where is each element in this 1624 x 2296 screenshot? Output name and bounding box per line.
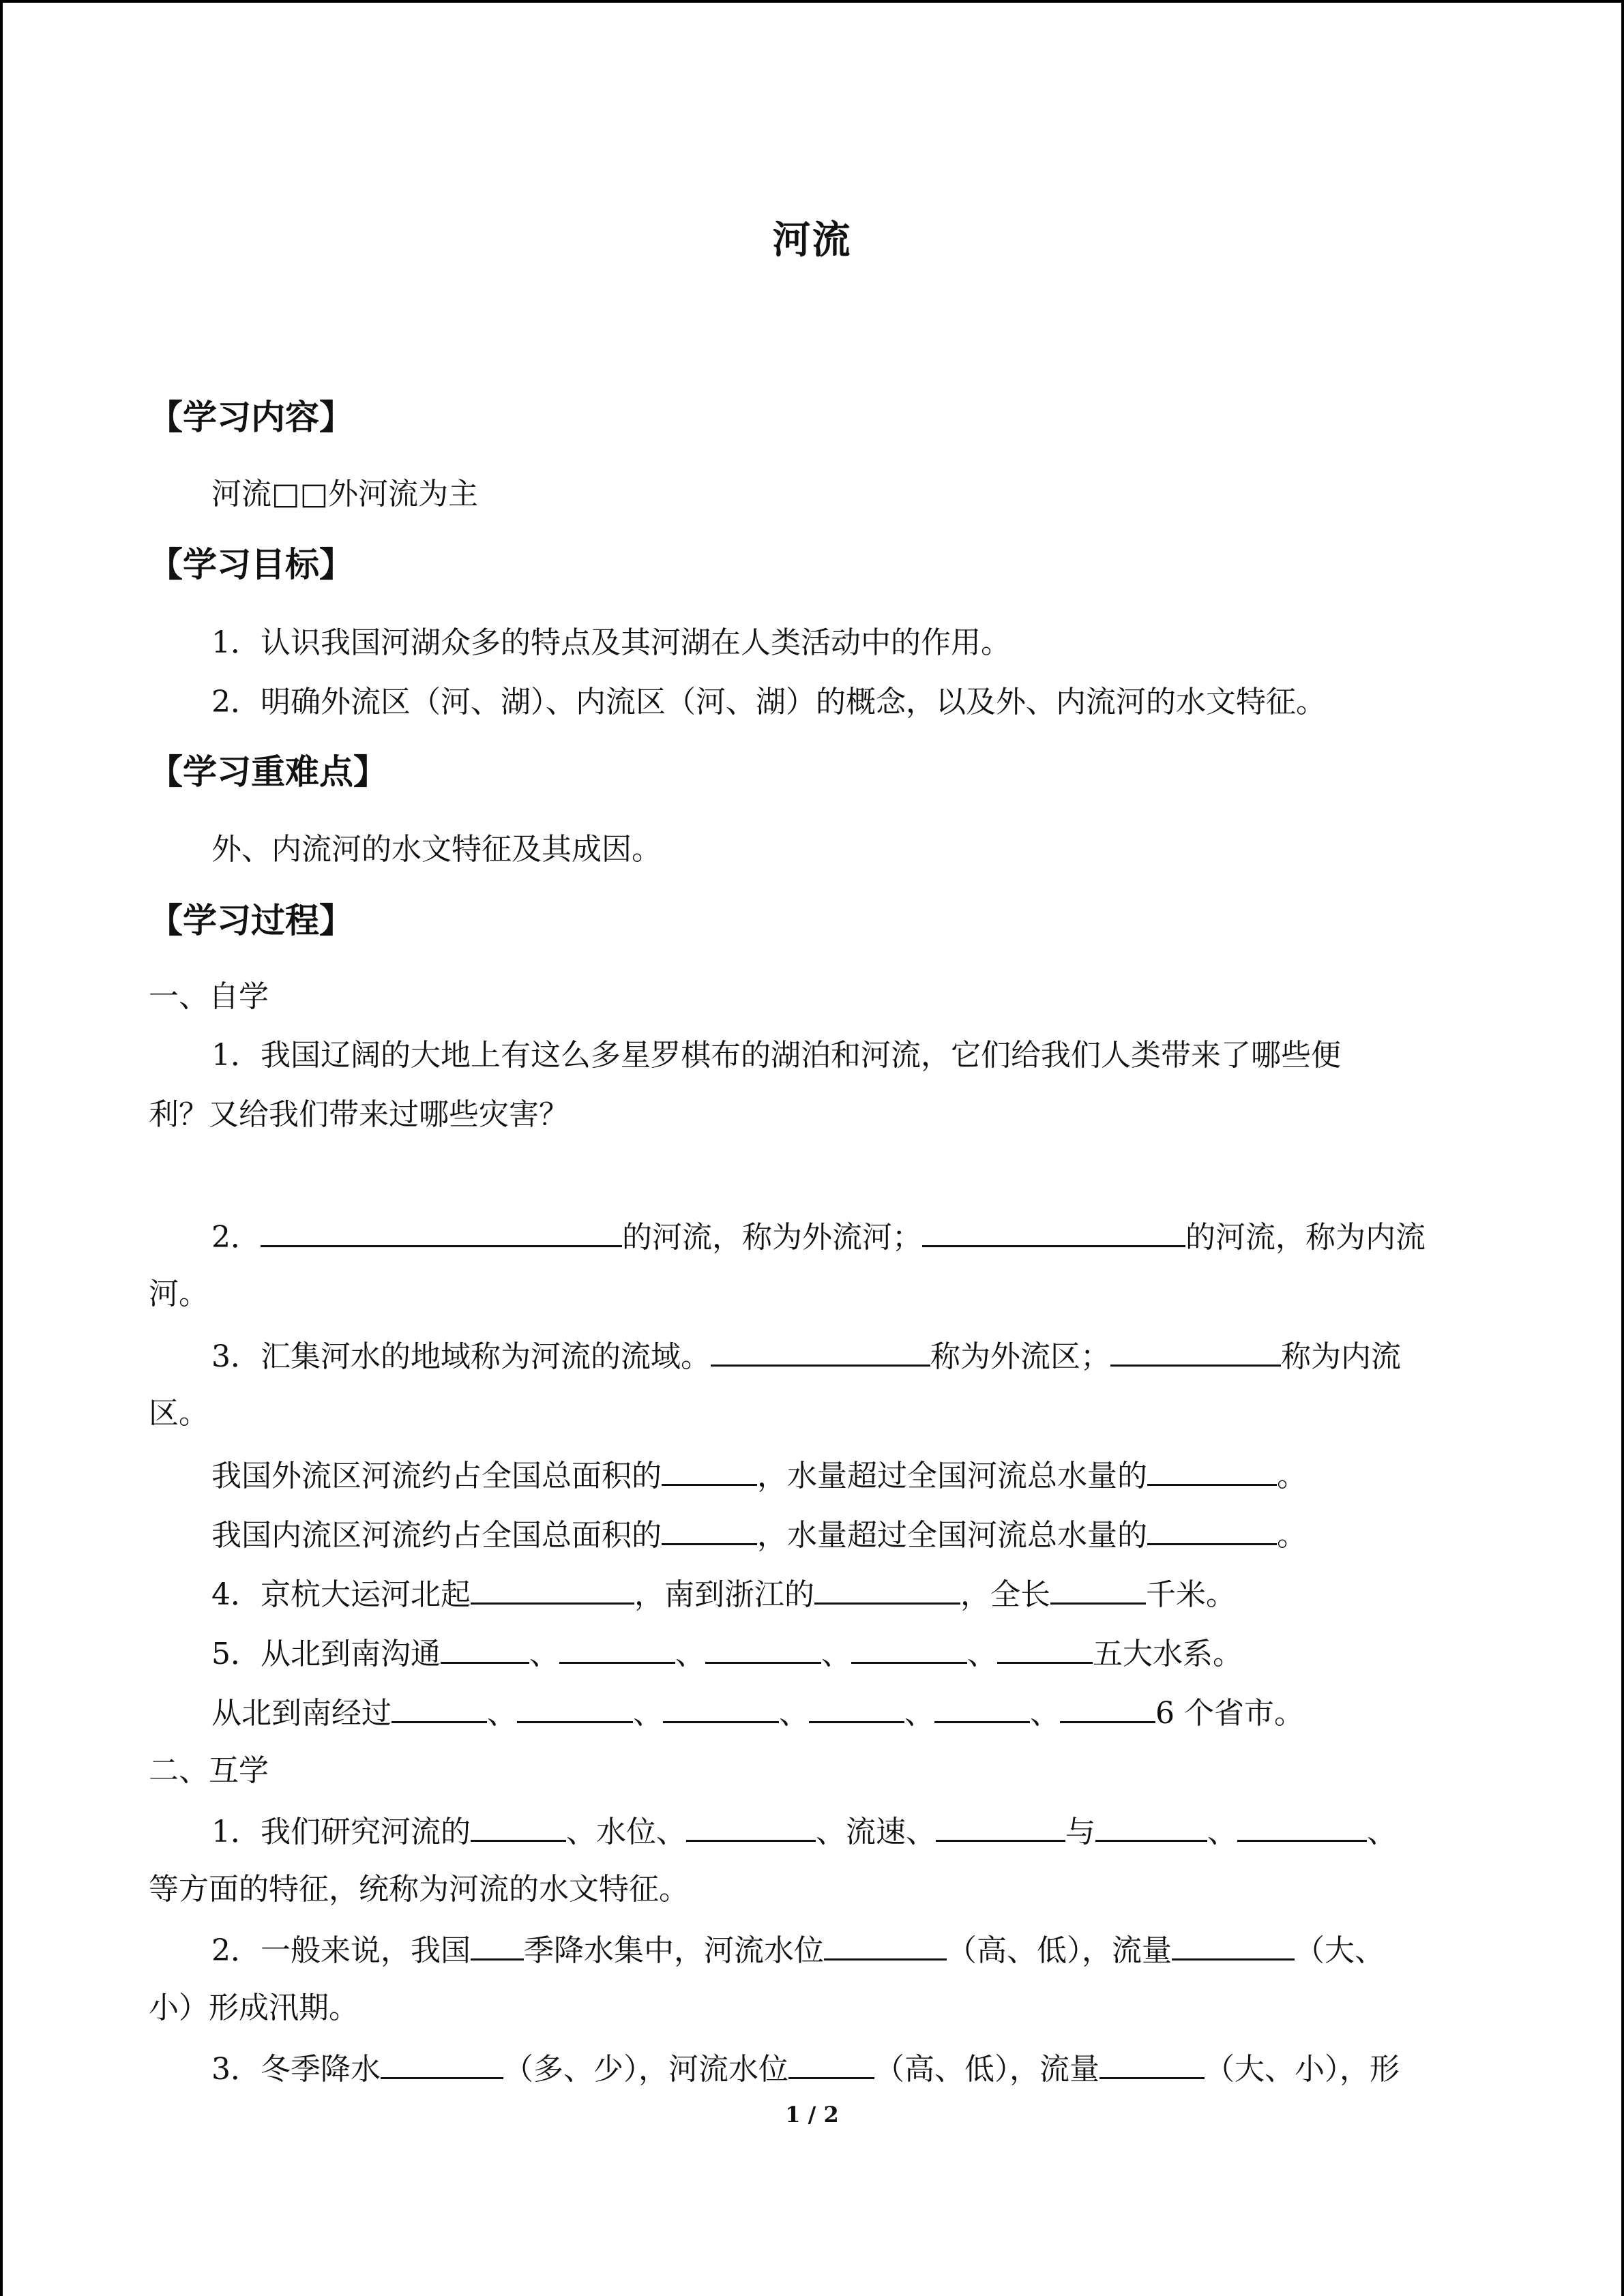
fill-blank[interactable]: [936, 1810, 1065, 1842]
page-number: 1 / 2: [785, 2102, 839, 2128]
fill-blank[interactable]: [851, 1632, 967, 1664]
self-inner-stats: 我国内流区河流约占全国总面积的 ，水量超过全国河流总水量的 。: [211, 1513, 1307, 1556]
goal-item-1: 1．认识我国河湖众多的特点及其河湖在人类活动中的作用。: [211, 625, 1011, 660]
fill-blank[interactable]: [809, 1691, 904, 1723]
heading-keypoints: 【学习重难点】: [149, 752, 387, 792]
fill-blank[interactable]: [559, 1632, 675, 1664]
fill-blank[interactable]: [1172, 1928, 1295, 1960]
mutual-q2-line1: 2．一般来说，我国 季降水集中，河流水位 （高、低），流量 （大、: [211, 1928, 1385, 1971]
self-q4: 4．京杭大运河北起 ，南到浙江的 ，全长 千米。: [211, 1572, 1236, 1615]
mutual-q2-line2: 小）形成汛期。: [149, 1991, 359, 2025]
fill-blank[interactable]: [686, 1810, 816, 1842]
fill-blank[interactable]: [824, 1928, 947, 1960]
content-text: 河流□□外河流为主: [211, 477, 479, 511]
fill-blank[interactable]: [662, 1513, 757, 1545]
self-q3-line2: 区。: [149, 1396, 209, 1431]
fill-blank[interactable]: [471, 1572, 634, 1605]
fill-blank[interactable]: [705, 1632, 821, 1664]
page-title: 河流: [772, 218, 852, 263]
fill-blank[interactable]: [814, 1572, 960, 1605]
goal-item-2: 2．明确外流区（河、湖）、内流区（河、湖）的概念，以及外、内流河的水文特征。: [211, 685, 1326, 719]
fill-blank[interactable]: [261, 1215, 622, 1247]
self-q2-line2: 河。: [149, 1277, 209, 1311]
mutual-q1-line2: 等方面的特征，统称为河流的水文特征。: [149, 1872, 689, 1907]
self-q3-line1: 3．汇集河水的地域称为河流的流域。 称为外流区； 称为内流: [211, 1335, 1401, 1377]
fill-blank[interactable]: [663, 1691, 779, 1723]
keypoints-text: 外、内流河的水文特征及其成因。: [211, 832, 662, 867]
heading-content: 【学习内容】: [149, 398, 353, 437]
self-q1-line2: 利？又给我们带来过哪些灾害？: [149, 1097, 569, 1132]
heading-goals: 【学习目标】: [149, 545, 353, 584]
fill-blank[interactable]: [1147, 1513, 1277, 1545]
mutual-q3-line1: 3．冬季降水 （多、少），河流水位 （高、低），流量 （大、小），形: [211, 2047, 1400, 2090]
page-border-top: [0, 0, 1624, 3]
fill-blank[interactable]: [1060, 1691, 1155, 1723]
fill-blank[interactable]: [1050, 1572, 1146, 1605]
heading-process: 【学习过程】: [149, 901, 353, 940]
fill-blank[interactable]: [1095, 1810, 1207, 1842]
fill-blank[interactable]: [471, 1928, 524, 1960]
self-q5-line2: 从北到南经过 、 、 、 、 、 6 个省市。: [211, 1691, 1304, 1734]
fill-blank[interactable]: [471, 1810, 566, 1842]
fill-blank[interactable]: [711, 1335, 930, 1367]
fill-blank[interactable]: [922, 1215, 1185, 1247]
self-q1-line1: 1．我国辽阔的大地上有这么多星罗棋布的湖泊和河流，它们给我们人类带来了哪些便: [211, 1038, 1341, 1073]
fill-blank[interactable]: [1099, 2047, 1205, 2079]
fill-blank[interactable]: [517, 1691, 633, 1723]
self-q2-line1: 2． 的河流，称为外流河； 的河流，称为内流: [211, 1215, 1426, 1258]
fill-blank[interactable]: [997, 1632, 1093, 1664]
fill-blank[interactable]: [1147, 1454, 1277, 1486]
fill-blank[interactable]: [788, 2047, 874, 2079]
mutual-q1-line1: 1．我们研究河流的 、水位、 、流速、 与 、 、: [211, 1810, 1397, 1853]
self-study-label: 一、自学: [149, 979, 269, 1014]
self-q5-line1: 5．从北到南沟通 、 、 、 、 五大水系。: [211, 1632, 1243, 1675]
fill-blank[interactable]: [662, 1454, 757, 1486]
mutual-study-label: 二、互学: [149, 1753, 269, 1788]
fill-blank[interactable]: [392, 1691, 487, 1723]
fill-blank[interactable]: [934, 1691, 1030, 1723]
fill-blank[interactable]: [441, 1632, 529, 1664]
self-outer-stats: 我国外流区河流约占全国总面积的 ，水量超过全国河流总水量的 。: [211, 1454, 1307, 1497]
page-border-right: [1621, 0, 1624, 2296]
page-border-left: [0, 0, 3, 2296]
fill-blank[interactable]: [1110, 1335, 1281, 1367]
fill-blank[interactable]: [1237, 1810, 1367, 1842]
fill-blank[interactable]: [381, 2047, 503, 2079]
